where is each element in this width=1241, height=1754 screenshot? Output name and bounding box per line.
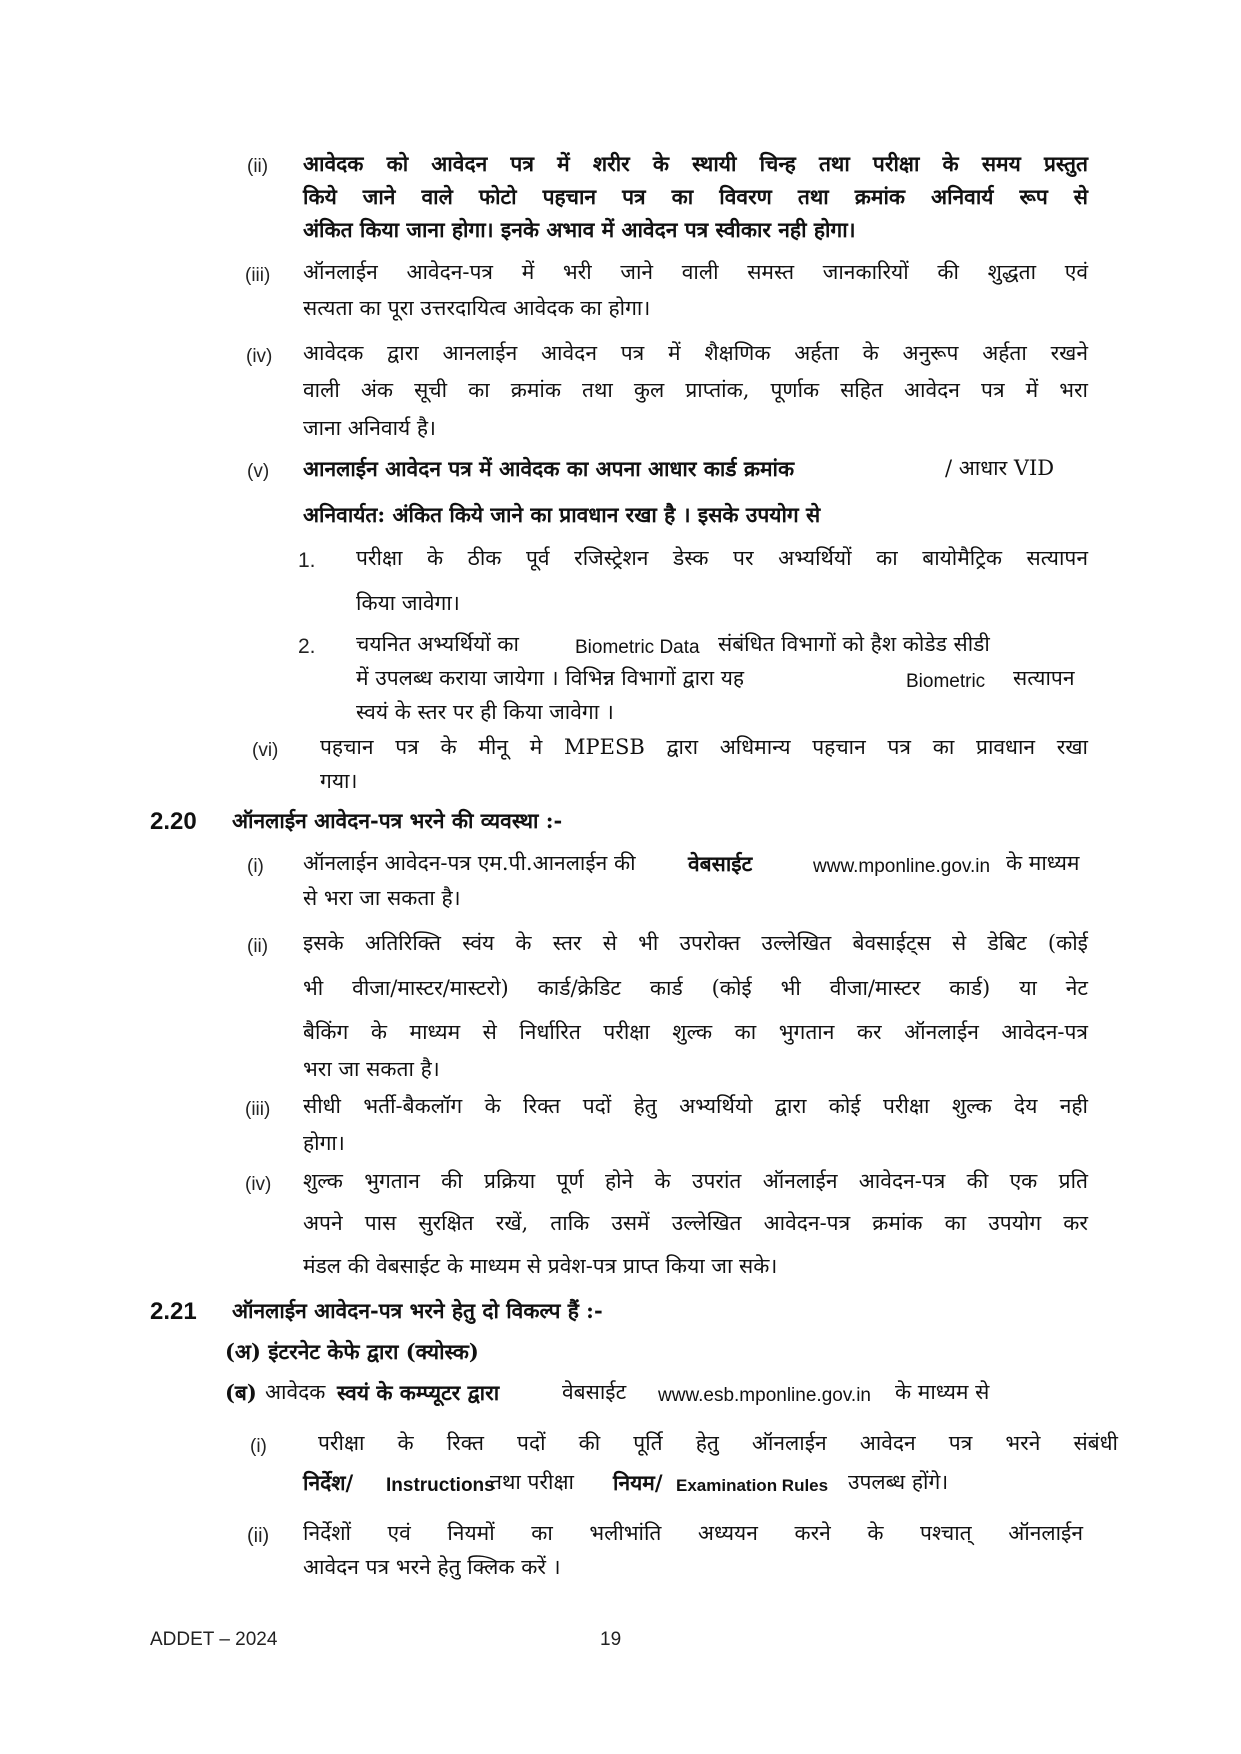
item-iii-line-1 (0, 260, 1241, 286)
section-2-20-heading (0, 808, 1241, 835)
item-v-marker: (v) (247, 461, 270, 482)
s220-i-text-2: से भरा जा सकता है। (303, 886, 461, 910)
s220-ii-marker: (ii) (247, 936, 269, 957)
s221-i-line-2 (0, 1470, 1241, 1496)
item-v-text-rest: / आधार VID (945, 456, 1055, 480)
item-v-sub2-marker: 2. (298, 635, 316, 658)
s220-iii-line-2 (0, 1131, 1241, 1155)
s221-i-text-2d: नियम/ (613, 1470, 663, 1495)
s221-i-text-2a: निर्देश/ (303, 1470, 354, 1495)
item-v-sub1-text-1: परीक्षा के ठीक पूर्व रजिस्ट्रेशन डेस्क पर अभ्यर्थियों का बायोमैट्रिक सत्यापन (356, 546, 1088, 570)
s220-ii-line-3 (0, 1020, 1241, 1044)
item-iii-text-2: सत्यता का पूरा उत्तरदायित्व आवेदक का होगा। (303, 296, 651, 320)
s221-option-b-marker: (ब) (225, 1380, 257, 1405)
item-v-sub2-line-1 (0, 632, 1241, 658)
s220-i-marker: (i) (247, 856, 264, 877)
s221-option-b-text-3: वेबसाईट (562, 1380, 627, 1404)
item-v-text-2: अनिवार्यत: अंकित किये जाने का प्रावधान रखा है । इसके उपयोग से (303, 502, 821, 527)
item-v-sub2-text-2a: में उपलब्ध कराया जायेगा । विभिन्न विभागों द्वारा यह (356, 666, 745, 690)
section-2-21-title: ऑनलाईन आवेदन-पत्र भरने हेतु दो विकल्प हैं :- (232, 1298, 603, 1323)
s220-iii-text-1: सीधी भर्ती-बैकलॉग के रिक्त पदों हेतु अभ्यर्थियो द्वारा कोई परीक्षा शुल्क देय नही (303, 1094, 1088, 1118)
s220-ii-text-4: भरा जा सकता है। (303, 1057, 440, 1081)
s220-iii-text-2: होगा। (303, 1131, 345, 1155)
item-ii-text-2: किये जाने वाले फोटो पहचान पत्र का विवरण तथा क्रमांक अनिवार्य रूप से (303, 184, 1088, 209)
s220-iv-text-2: अपने पास सुरक्षित रखें, ताकि उसमें उल्लेखित आवेदन-पत्र क्रमांक का उपयोग कर (303, 1211, 1088, 1235)
s221-i-text-2b: Instructions (386, 1475, 495, 1496)
s221-ii-line-1 (0, 1521, 1241, 1547)
s220-iv-marker: (iv) (245, 1174, 272, 1195)
section-2-21-number: 2.21 (150, 1298, 197, 1325)
item-iv-line-2 (0, 378, 1241, 402)
s220-iii-line-1 (0, 1094, 1241, 1120)
item-ii-text-1: आवेदक को आवेदन पत्र में शरीर के स्थायी चिन्ह तथा परीक्षा के समय प्रस्तुत (303, 151, 1088, 176)
item-iv-marker: (iv) (246, 346, 273, 367)
s220-iv-line-2 (0, 1211, 1241, 1235)
item-vi-line-1 (0, 735, 1241, 761)
item-vi-line-2 (0, 769, 1241, 793)
item-v-sub2-text-1b: Biometric Data (575, 637, 700, 658)
item-ii-text-3: अंकित किया जाना होगा। इनके अभाव में आवेदन पत्र स्वीकार नही होगा। (303, 217, 856, 242)
s220-iv-line-3 (0, 1254, 1241, 1278)
s221-option-b-text-4: के माध्यम से (895, 1380, 990, 1404)
s220-i-text-1a: ऑनलाईन आवेदन-पत्र एम.पी.आनलाईन की (303, 851, 636, 875)
s221-option-b-url: www.esb.mponline.gov.in (658, 1385, 871, 1406)
item-iii-text-1: ऑनलाईन आवेदन-पत्र में भरी जाने वाली समस्त जानकारियों की शुद्धता एवं (303, 260, 1088, 284)
item-v-sub1-line-2 (0, 591, 1241, 615)
s220-ii-line-1 (0, 931, 1241, 957)
item-v-sub1-marker: 1. (298, 549, 316, 572)
s221-option-b-text-2: स्वयं के कम्प्यूटर द्वारा (337, 1380, 500, 1405)
item-v-sub1-line-1 (0, 546, 1241, 572)
s220-ii-text-3: बैकिंग के माध्यम से निर्धारित परीक्षा शुल्क का भुगतान कर ऑनलाईन आवेदन-पत्र (303, 1020, 1088, 1044)
item-iii-line-2 (0, 296, 1241, 320)
item-ii-line-2 (0, 184, 1241, 209)
item-iv-text-1: आवेदक द्वारा आनलाईन आवेदन पत्र में शैक्षणिक अर्हता के अनुरूप अर्हता रखने (303, 341, 1088, 365)
section-2-20-title: ऑनलाईन आवेदन-पत्र भरने की व्यवस्था :- (232, 808, 563, 833)
s221-ii-text-1: निर्देशों एवं नियमों का भलीभांति अध्ययन करने के पश्चात् ऑनलाईन (303, 1521, 1083, 1545)
item-vi-text-2: गया। (320, 769, 358, 793)
s221-option-a (0, 1339, 1241, 1364)
s220-ii-text-1: इसके अतिरिक्ति स्वंय के स्तर से भी उपरोक्त उल्लेखित बेवसाईट्स से डेबिट (कोई (303, 931, 1088, 955)
footer-doc-code: ADDET – 2024 (150, 1629, 278, 1650)
item-iv-text-3: जाना अनिवार्य है। (303, 416, 437, 440)
item-v-sub2-text-2c: सत्यापन (1013, 666, 1075, 690)
section-2-21-heading (0, 1298, 1241, 1325)
s220-ii-text-2: भी वीजा/मास्टर/मास्टरो) कार्ड/क्रेडिट कार्ड (कोई भी वीजा/मास्टर कार्ड) या नेट (303, 976, 1088, 1000)
s221-i-text-2e: Examination Rules (676, 1476, 829, 1495)
item-v-sub2-text-1c: संबंधित विभागों को हैश कोडेड सीडी (718, 632, 990, 656)
s220-iii-marker: (iii) (245, 1099, 271, 1120)
s220-iv-text-3: मंडल की वेबसाईट के माध्यम से प्रवेश-पत्र प्राप्त किया जा सके। (303, 1254, 778, 1278)
item-iii-marker: (iii) (245, 265, 271, 286)
s221-i-line-1 (0, 1431, 1241, 1457)
item-v-line-2 (0, 502, 1241, 527)
item-v-text-bold: आनलाईन आवेदन पत्र में आवेदक का अपना आधार कार्ड क्रमांक (303, 456, 795, 481)
page-footer (0, 1629, 1241, 1650)
item-iv-text-2: वाली अंक सूची का क्रमांक तथा कुल प्राप्तांक, पूर्णाक सहित आवेदन पत्र में भरा (303, 378, 1088, 402)
s221-i-text-2c: तथा परीक्षा (490, 1470, 574, 1494)
s221-i-marker: (i) (250, 1436, 267, 1457)
item-v-sub2-line-3 (0, 700, 1241, 724)
item-iv-line-1 (0, 341, 1241, 367)
s220-i-line-2 (0, 886, 1241, 910)
item-iv-line-3 (0, 416, 1241, 440)
item-v-sub2-text-1a: चयनित अभ्यर्थियों का (356, 632, 519, 656)
item-vi-marker: (vi) (252, 740, 279, 761)
footer-page-number: 19 (600, 1629, 622, 1650)
item-v-sub2-text-3: स्वयं के स्तर पर ही किया जावेगा । (356, 700, 614, 724)
item-v-sub2-text-2b: Biometric (906, 671, 986, 692)
s220-i-line-1 (0, 851, 1241, 877)
s221-i-text-2f: उपलब्ध होंगे। (848, 1470, 949, 1494)
item-vi-text-1: पहचान पत्र के मीनू मे MPESB द्वारा अधिमान्य पहचान पत्र का प्रावधान रखा (320, 735, 1088, 759)
s221-ii-marker: (ii) (247, 1525, 270, 1547)
s220-i-text-1c: www.mponline.gov.in (813, 856, 991, 877)
s221-ii-line-2 (0, 1555, 1241, 1579)
item-ii-line-1 (0, 151, 1241, 177)
s221-ii-text-2: आवेदन पत्र भरने हेतु क्लिक करें । (303, 1555, 561, 1579)
s221-option-b-text-1: आवेदक (265, 1380, 326, 1404)
item-ii-marker: (ii) (247, 156, 269, 177)
s220-i-text-1d: के माध्यम (1006, 851, 1080, 875)
s220-i-text-1b: वेबसाईट (688, 851, 753, 876)
s220-ii-line-2 (0, 976, 1241, 1000)
s220-ii-line-4 (0, 1057, 1241, 1081)
item-v-line-1 (0, 456, 1241, 482)
s220-iv-text-1: शुल्क भुगतान की प्रक्रिया पूर्ण होने के उपरांत ऑनलाईन आवेदन-पत्र की एक प्रति (303, 1169, 1088, 1193)
s221-option-a-text: (अ) इंटरनेट केफे द्वारा (क्योस्क) (225, 1339, 479, 1364)
section-2-20-number: 2.20 (150, 808, 197, 835)
item-v-sub1-text-2: किया जावेगा। (356, 591, 460, 615)
s221-i-text-1: परीक्षा के रिक्त पदों की पूर्ति हेतु ऑनलाईन आवेदन पत्र भरने संबंधी (318, 1431, 1118, 1455)
s220-iv-line-1 (0, 1169, 1241, 1195)
item-ii-line-3 (0, 217, 1241, 242)
s221-option-b (0, 1380, 1241, 1406)
item-v-sub2-line-2 (0, 666, 1241, 692)
